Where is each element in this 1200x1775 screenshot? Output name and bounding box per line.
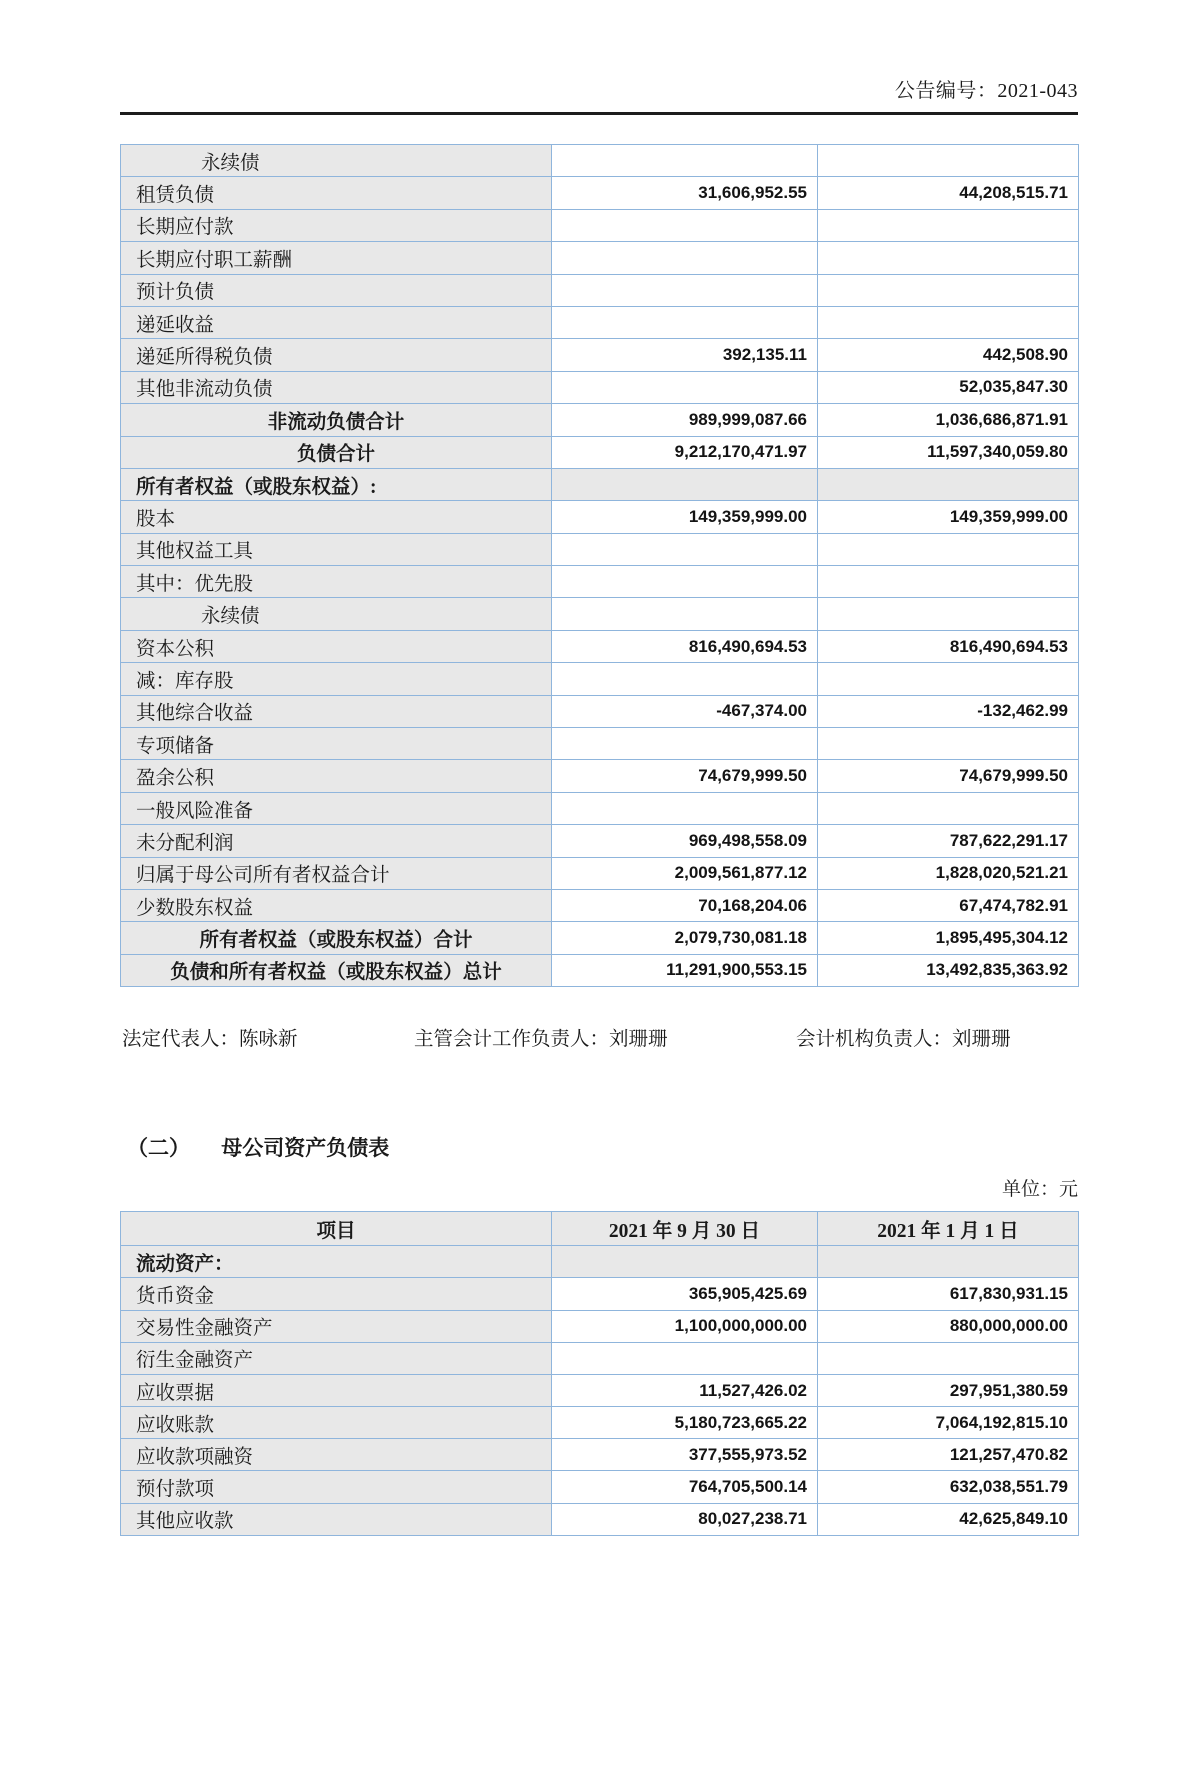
table-row xyxy=(121,145,1079,177)
item-label-cell: 预付款项 xyxy=(121,1471,552,1503)
item-label-cell: 衍生金融资产 xyxy=(121,1342,552,1374)
table-row xyxy=(121,760,1079,792)
section-title: 母公司资产负债表 xyxy=(221,1136,390,1161)
column-header-date-prior: 2021 年 1 月 1 日 xyxy=(818,1212,1079,1246)
value-current-cell xyxy=(552,792,818,824)
table-row xyxy=(121,1310,1079,1342)
section-index: （二） xyxy=(127,1136,190,1161)
column-header-date-current: 2021 年 9 月 30 日 xyxy=(552,1212,818,1246)
table1-body xyxy=(121,145,1079,987)
value-current-cell: 365,905,425.69 xyxy=(552,1278,818,1310)
value-prior-cell xyxy=(818,1246,1079,1278)
value-current-cell: 816,490,694.53 xyxy=(552,630,818,662)
value-current-cell: 764,705,500.14 xyxy=(552,1471,818,1503)
item-label-cell: 交易性金融资产 xyxy=(121,1310,552,1342)
unit-label: 单位：元 xyxy=(1001,1179,1078,1201)
signature-line xyxy=(120,1027,1078,1053)
value-prior-cell xyxy=(818,242,1079,274)
table-row xyxy=(121,825,1079,857)
value-prior-cell: 617,830,931.15 xyxy=(818,1278,1079,1310)
parent-balance-sheet-table xyxy=(120,1211,1079,1536)
value-current-cell xyxy=(552,371,818,403)
value-prior-cell: 11,597,340,059.80 xyxy=(818,436,1079,468)
value-prior-cell xyxy=(818,145,1079,177)
value-prior-cell: -132,462.99 xyxy=(818,695,1079,727)
table-row xyxy=(121,1342,1079,1374)
value-current-cell xyxy=(552,598,818,630)
value-prior-cell xyxy=(818,468,1079,500)
value-current-cell xyxy=(552,274,818,306)
table-row xyxy=(121,630,1079,662)
item-label-cell: 递延收益 xyxy=(121,306,552,338)
value-prior-cell: 632,038,551.79 xyxy=(818,1471,1079,1503)
table-row xyxy=(121,274,1079,306)
table-row xyxy=(121,566,1079,598)
item-label-cell: 负债合计 xyxy=(121,436,552,468)
item-label-cell: 未分配利润 xyxy=(121,825,552,857)
item-label-cell: 长期应付款 xyxy=(121,209,552,241)
table-row xyxy=(121,889,1079,921)
value-prior-cell: 7,064,192,815.10 xyxy=(818,1407,1079,1439)
table-row xyxy=(121,468,1079,500)
item-label-cell: 专项储备 xyxy=(121,728,552,760)
table2-body xyxy=(121,1246,1079,1536)
legal-representative: 法定代表人：陈咏新 xyxy=(122,1029,298,1051)
value-current-cell xyxy=(552,566,818,598)
value-current-cell xyxy=(552,533,818,565)
value-current-cell: 74,679,999.50 xyxy=(552,760,818,792)
item-label-cell: 预计负债 xyxy=(121,274,552,306)
value-prior-cell: 1,828,020,521.21 xyxy=(818,857,1079,889)
value-prior-cell: 1,895,495,304.12 xyxy=(818,922,1079,954)
value-current-cell xyxy=(552,1342,818,1374)
value-current-cell: 377,555,973.52 xyxy=(552,1439,818,1471)
item-label-cell: 货币资金 xyxy=(121,1278,552,1310)
item-label-cell: 减：库存股 xyxy=(121,663,552,695)
value-prior-cell: 67,474,782.91 xyxy=(818,889,1079,921)
table-row xyxy=(121,177,1079,209)
item-label-cell: 股本 xyxy=(121,501,552,533)
value-prior-cell: 13,492,835,363.92 xyxy=(818,954,1079,986)
table-row xyxy=(121,404,1079,436)
value-current-cell: 2,079,730,081.18 xyxy=(552,922,818,954)
page-content xyxy=(120,78,1078,1536)
table-row xyxy=(121,954,1079,986)
value-prior-cell: 442,508.90 xyxy=(818,339,1079,371)
item-label-cell: 永续债 xyxy=(121,598,552,630)
table-row xyxy=(121,436,1079,468)
consolidated-balance-sheet-table xyxy=(120,144,1079,987)
value-current-cell: 31,606,952.55 xyxy=(552,177,818,209)
value-current-cell: 1,100,000,000.00 xyxy=(552,1310,818,1342)
doc-header xyxy=(120,78,1078,104)
table-row xyxy=(121,695,1079,727)
value-prior-cell: 297,951,380.59 xyxy=(818,1374,1079,1406)
item-label-cell: 租赁负债 xyxy=(121,177,552,209)
value-current-cell xyxy=(552,468,818,500)
table-row xyxy=(121,1471,1079,1503)
table-row xyxy=(121,533,1079,565)
table-row xyxy=(121,857,1079,889)
table-row xyxy=(121,728,1079,760)
value-current-cell: 989,999,087.66 xyxy=(552,404,818,436)
item-label-cell: 归属于母公司所有者权益合计 xyxy=(121,857,552,889)
item-label-cell: 流动资产： xyxy=(121,1246,552,1278)
item-label-cell: 负债和所有者权益（或股东权益）总计 xyxy=(121,954,552,986)
table-row xyxy=(121,1503,1079,1535)
item-label-cell: 应收账款 xyxy=(121,1407,552,1439)
value-prior-cell xyxy=(818,209,1079,241)
item-label-cell: 一般风险准备 xyxy=(121,792,552,824)
table-row xyxy=(121,922,1079,954)
value-current-cell xyxy=(552,145,818,177)
value-prior-cell xyxy=(818,533,1079,565)
table-row xyxy=(121,501,1079,533)
table-row xyxy=(121,1407,1079,1439)
value-current-cell xyxy=(552,242,818,274)
value-current-cell: 11,291,900,553.15 xyxy=(552,954,818,986)
value-current-cell xyxy=(552,663,818,695)
value-current-cell: 969,498,558.09 xyxy=(552,825,818,857)
value-current-cell xyxy=(552,1246,818,1278)
value-prior-cell xyxy=(818,728,1079,760)
table-row xyxy=(121,792,1079,824)
value-current-cell: 5,180,723,665.22 xyxy=(552,1407,818,1439)
value-prior-cell xyxy=(818,663,1079,695)
unit-note xyxy=(120,1178,1078,1202)
item-label-cell: 其他非流动负债 xyxy=(121,371,552,403)
value-current-cell: 149,359,999.00 xyxy=(552,501,818,533)
table-row xyxy=(121,339,1079,371)
value-current-cell xyxy=(552,306,818,338)
value-prior-cell: 816,490,694.53 xyxy=(818,630,1079,662)
value-prior-cell: 42,625,849.10 xyxy=(818,1503,1079,1535)
item-label-cell: 所有者权益（或股东权益）: xyxy=(121,468,552,500)
value-prior-cell: 787,622,291.17 xyxy=(818,825,1079,857)
table-header-row xyxy=(121,1212,1079,1246)
announcement-number: 公告编号：2021-043 xyxy=(894,80,1078,102)
table-row xyxy=(121,209,1079,241)
item-label-cell: 非流动负债合计 xyxy=(121,404,552,436)
value-current-cell xyxy=(552,728,818,760)
table-row xyxy=(121,598,1079,630)
value-prior-cell xyxy=(818,566,1079,598)
value-prior-cell: 149,359,999.00 xyxy=(818,501,1079,533)
value-prior-cell: 44,208,515.71 xyxy=(818,177,1079,209)
table-row xyxy=(121,1374,1079,1406)
accounting-head: 会计机构负责人：刘珊珊 xyxy=(796,1029,1011,1051)
header-rule xyxy=(120,112,1078,115)
value-prior-cell: 121,257,470.82 xyxy=(818,1439,1079,1471)
table-row xyxy=(121,1278,1079,1310)
value-prior-cell xyxy=(818,598,1079,630)
value-current-cell: 9,212,170,471.97 xyxy=(552,436,818,468)
chief-accountant: 主管会计工作负责人：刘珊珊 xyxy=(414,1029,668,1051)
value-current-cell: -467,374.00 xyxy=(552,695,818,727)
item-label-cell: 应收票据 xyxy=(121,1374,552,1406)
value-prior-cell xyxy=(818,306,1079,338)
value-prior-cell: 74,679,999.50 xyxy=(818,760,1079,792)
value-prior-cell: 52,035,847.30 xyxy=(818,371,1079,403)
value-prior-cell: 880,000,000.00 xyxy=(818,1310,1079,1342)
value-current-cell: 2,009,561,877.12 xyxy=(552,857,818,889)
item-label-cell: 少数股东权益 xyxy=(121,889,552,921)
value-current-cell xyxy=(552,209,818,241)
column-header-item: 项目 xyxy=(121,1212,552,1246)
item-label-cell: 其他应收款 xyxy=(121,1503,552,1535)
item-label-cell: 所有者权益（或股东权益）合计 xyxy=(121,922,552,954)
table-row xyxy=(121,242,1079,274)
item-label-cell: 盈余公积 xyxy=(121,760,552,792)
table-row xyxy=(121,306,1079,338)
value-current-cell: 70,168,204.06 xyxy=(552,889,818,921)
value-current-cell: 392,135.11 xyxy=(552,339,818,371)
item-label-cell: 其中：优先股 xyxy=(121,566,552,598)
value-prior-cell xyxy=(818,792,1079,824)
table-row xyxy=(121,1439,1079,1471)
item-label-cell: 递延所得税负债 xyxy=(121,339,552,371)
item-label-cell: 长期应付职工薪酬 xyxy=(121,242,552,274)
table-row xyxy=(121,663,1079,695)
item-label-cell: 资本公积 xyxy=(121,630,552,662)
section-heading xyxy=(120,1134,1078,1162)
table-row xyxy=(121,1246,1079,1278)
value-current-cell: 11,527,426.02 xyxy=(552,1374,818,1406)
item-label-cell: 永续债 xyxy=(121,145,552,177)
value-prior-cell xyxy=(818,274,1079,306)
value-prior-cell xyxy=(818,1342,1079,1374)
value-current-cell: 80,027,238.71 xyxy=(552,1503,818,1535)
item-label-cell: 其他综合收益 xyxy=(121,695,552,727)
value-prior-cell: 1,036,686,871.91 xyxy=(818,404,1079,436)
item-label-cell: 其他权益工具 xyxy=(121,533,552,565)
table-row xyxy=(121,371,1079,403)
item-label-cell: 应收款项融资 xyxy=(121,1439,552,1471)
